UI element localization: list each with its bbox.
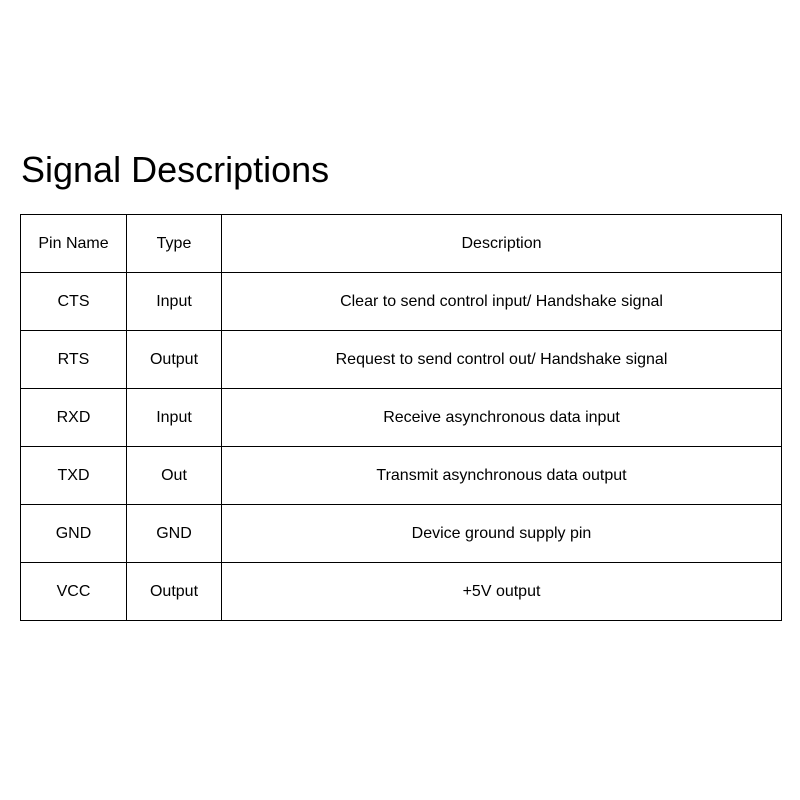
type-cell: Output	[127, 331, 222, 389]
table-row	[21, 505, 782, 563]
table-row	[21, 563, 782, 621]
page-title: Signal Descriptions	[21, 149, 330, 190]
pin-name-cell: TXD	[21, 447, 127, 505]
pin-name-cell: VCC	[21, 563, 127, 621]
type-cell: Output	[127, 563, 222, 621]
pin-name-cell: RXD	[21, 389, 127, 447]
type-cell: Input	[127, 273, 222, 331]
type-cell: Input	[127, 389, 222, 447]
table-row	[21, 389, 782, 447]
type-cell: GND	[127, 505, 222, 563]
signal-table	[20, 214, 782, 621]
table-row	[21, 273, 782, 331]
description-cell: Request to send control out/ Handshake signal	[222, 331, 782, 389]
column-header-pin-name: Pin Name	[21, 215, 127, 273]
description-cell: Clear to send control input/ Handshake signal	[222, 273, 782, 331]
pin-name-cell: RTS	[21, 331, 127, 389]
table-row	[21, 447, 782, 505]
pin-name-cell: CTS	[21, 273, 127, 331]
description-cell: Transmit asynchronous data output	[222, 447, 782, 505]
column-header-description: Description	[222, 215, 782, 273]
description-cell: +5V output	[222, 563, 782, 621]
type-cell: Out	[127, 447, 222, 505]
pin-name-cell: GND	[21, 505, 127, 563]
description-cell: Receive asynchronous data input	[222, 389, 782, 447]
description-cell: Device ground supply pin	[222, 505, 782, 563]
column-header-type: Type	[127, 215, 222, 273]
table-row	[21, 331, 782, 389]
table-header-row	[21, 215, 782, 273]
